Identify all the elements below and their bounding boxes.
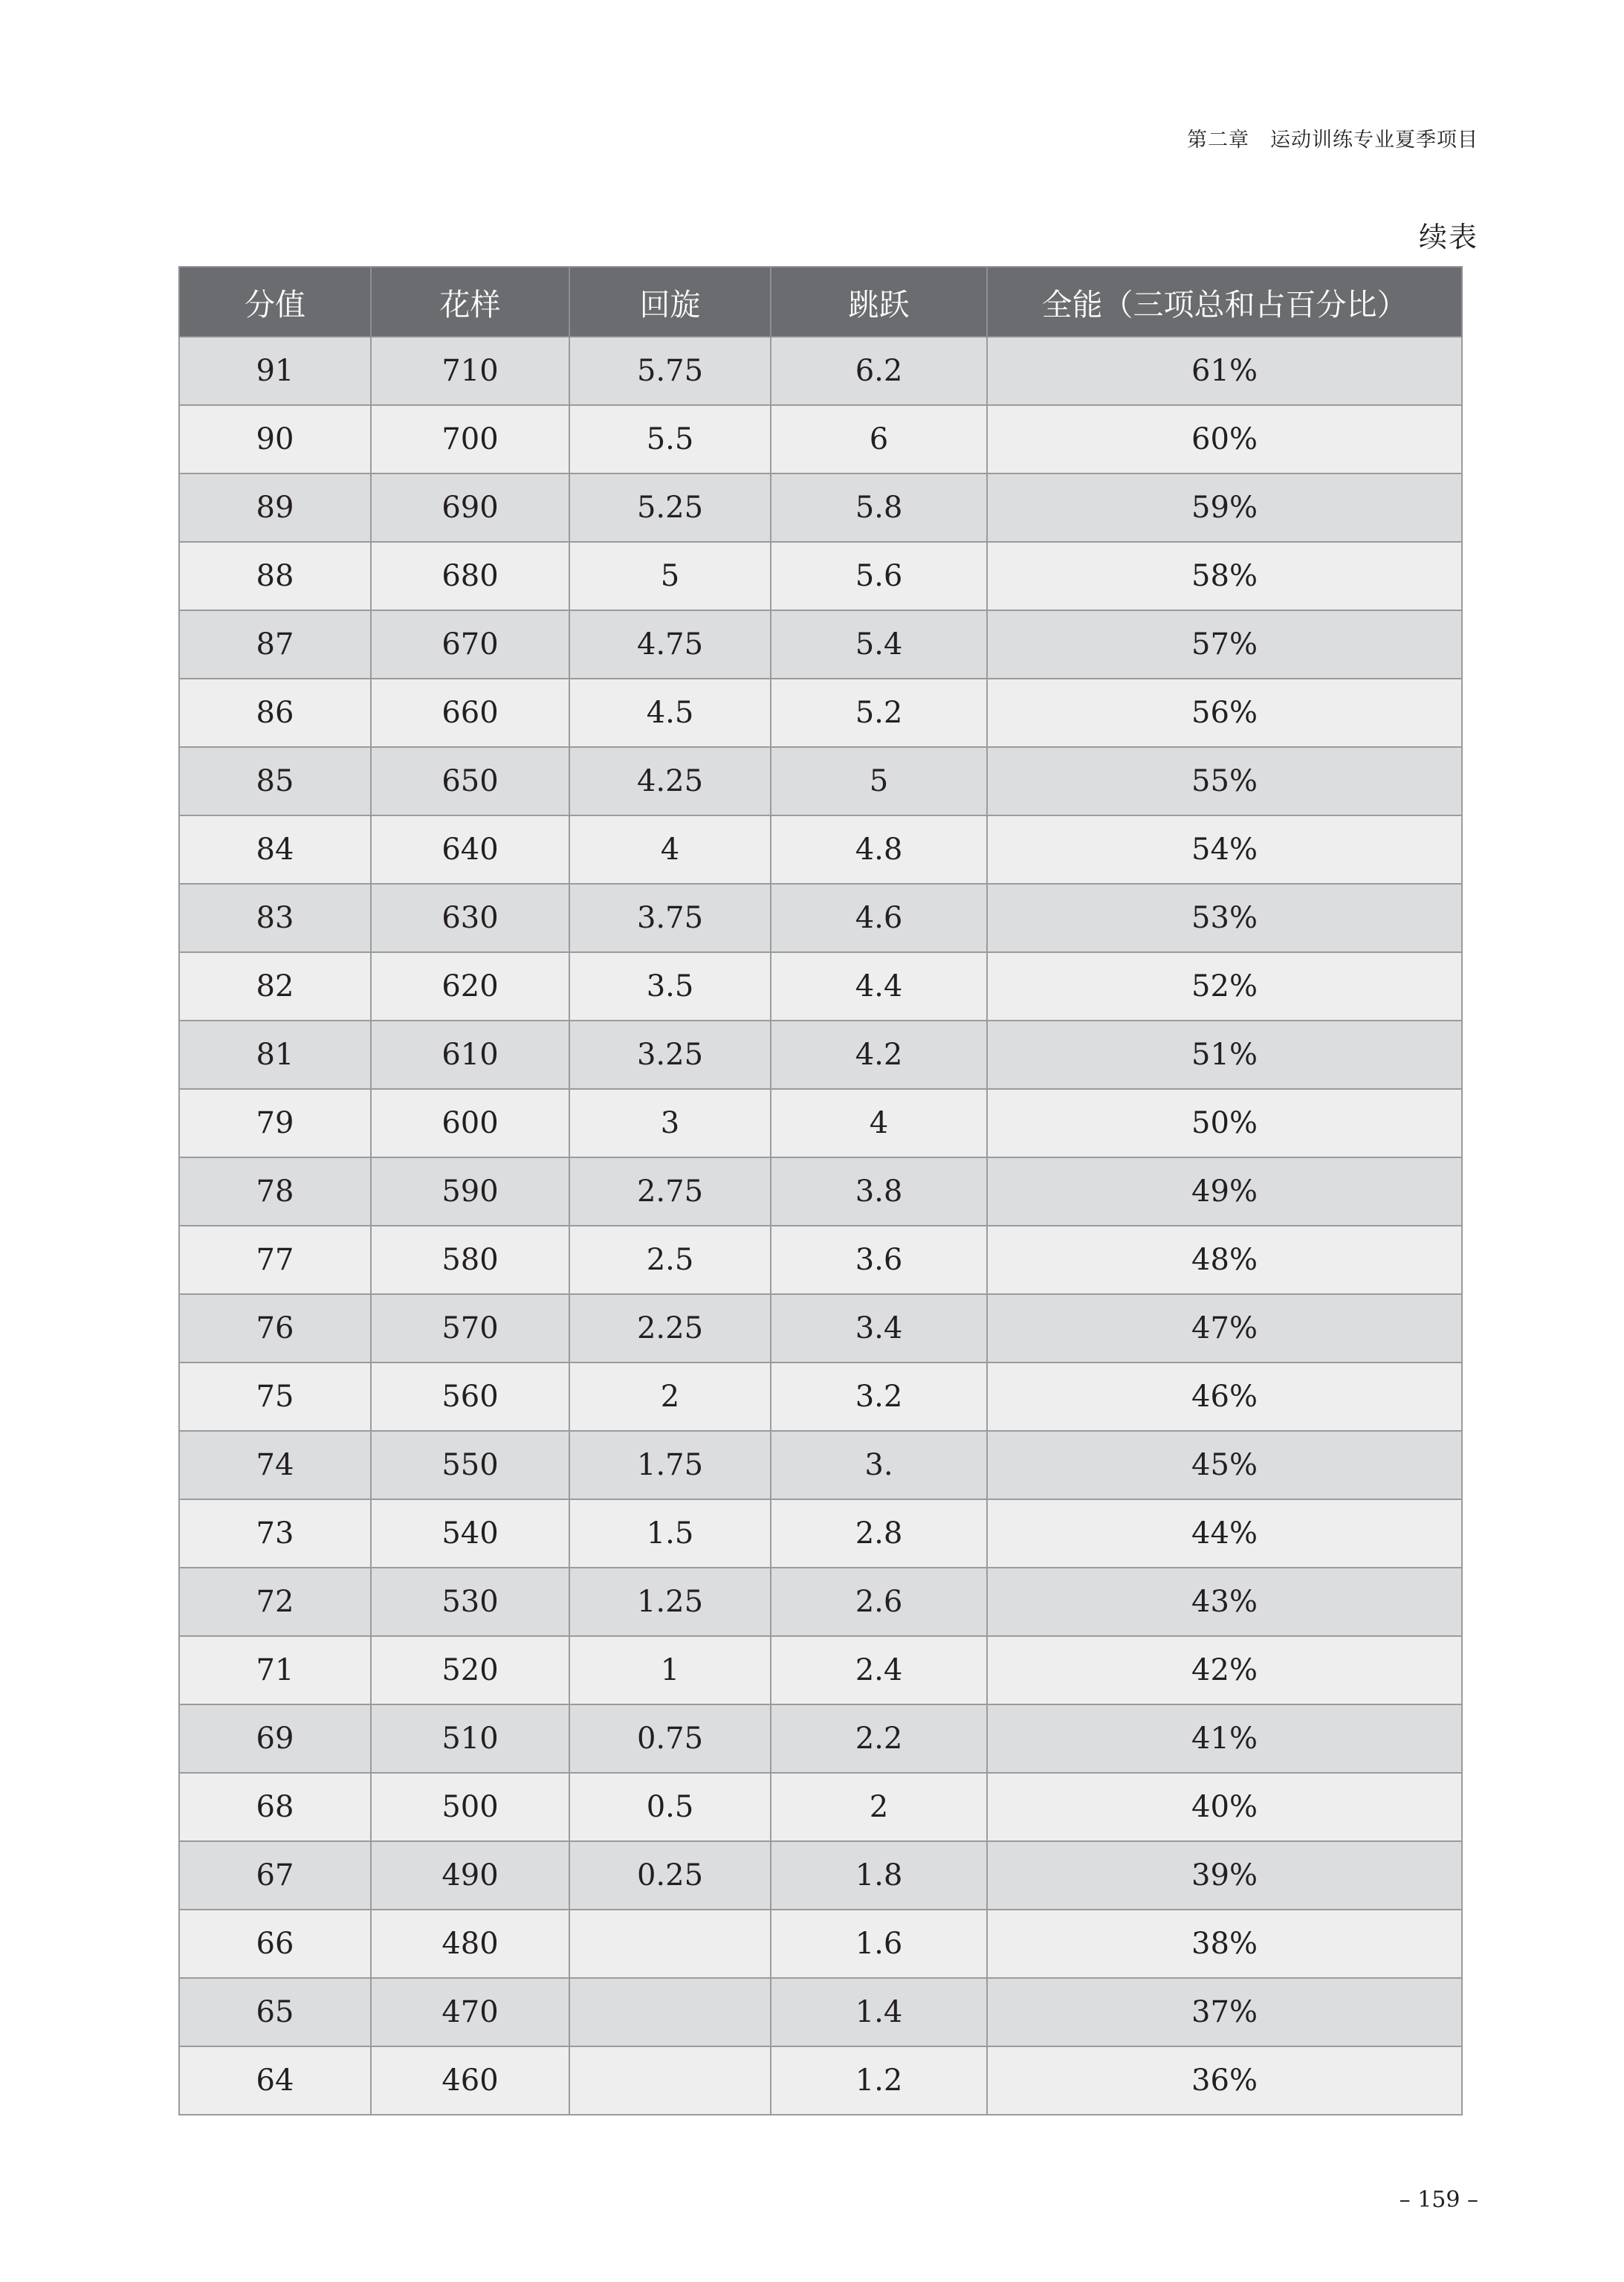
cell-rotation: 1.5 [569,1499,771,1568]
cell-jump: 2.2 [771,1704,987,1773]
cell-rotation: 3 [569,1089,771,1157]
table-row [179,1157,1462,1226]
cell-jump: 3. [771,1431,987,1499]
cell-jump: 6.2 [771,337,987,405]
cell-jump: 6 [771,405,987,473]
cell-pattern: 500 [371,1773,569,1841]
cell-rotation: 2 [569,1363,771,1431]
table-row [179,1294,1462,1363]
cell-score: 89 [179,473,371,542]
cell-jump: 1.2 [771,2046,987,2115]
cell-rotation: 2.5 [569,1226,771,1294]
cell-score: 64 [179,2046,371,2115]
cell-allround: 55% [987,747,1462,815]
cell-score: 65 [179,1978,371,2046]
table-body [179,337,1462,2115]
cell-score: 81 [179,1021,371,1089]
cell-allround: 51% [987,1021,1462,1089]
cell-score: 85 [179,747,371,815]
cell-pattern: 480 [371,1910,569,1978]
cell-jump: 2.6 [771,1568,987,1636]
cell-jump: 4 [771,1089,987,1157]
cell-score: 74 [179,1431,371,1499]
table-row [179,1021,1462,1089]
cell-allround: 53% [987,884,1462,952]
cell-rotation: 0.75 [569,1704,771,1773]
cell-score: 90 [179,405,371,473]
cell-rotation: 1 [569,1636,771,1704]
cell-allround: 45% [987,1431,1462,1499]
cell-score: 66 [179,1910,371,1978]
page-number: – 159 – [1399,2187,1478,2213]
table-row [179,542,1462,610]
table-row [179,610,1462,679]
table-row [179,1089,1462,1157]
cell-allround: 42% [987,1636,1462,1704]
cell-allround: 37% [987,1978,1462,2046]
table-row [179,1773,1462,1841]
cell-score: 77 [179,1226,371,1294]
cell-rotation: 2.75 [569,1157,771,1226]
cell-pattern: 660 [371,679,569,747]
cell-allround: 47% [987,1294,1462,1363]
cell-score: 73 [179,1499,371,1568]
cell-jump: 5.8 [771,473,987,542]
cell-pattern: 700 [371,405,569,473]
cell-allround: 44% [987,1499,1462,1568]
cell-rotation: 0.5 [569,1773,771,1841]
cell-jump: 2.4 [771,1636,987,1704]
table-row [179,2046,1462,2115]
cell-score: 88 [179,542,371,610]
cell-score: 78 [179,1157,371,1226]
cell-jump: 4.6 [771,884,987,952]
cell-pattern: 600 [371,1089,569,1157]
cell-rotation: 4.25 [569,747,771,815]
cell-pattern: 470 [371,1978,569,2046]
cell-rotation: 5.5 [569,405,771,473]
cell-allround: 46% [987,1363,1462,1431]
cell-pattern: 530 [371,1568,569,1636]
table-row [179,1226,1462,1294]
table-row [179,1978,1462,2046]
table-row [179,1568,1462,1636]
table-row [179,952,1462,1021]
running-header: 第二章 运动训练专业夏季项目 [1187,129,1478,152]
table-caption: 续表 [1418,221,1478,253]
cell-score: 82 [179,952,371,1021]
table-row [179,1704,1462,1773]
cell-jump: 2.8 [771,1499,987,1568]
cell-allround: 49% [987,1157,1462,1226]
cell-score: 72 [179,1568,371,1636]
cell-jump: 1.4 [771,1978,987,2046]
cell-jump: 4.2 [771,1021,987,1089]
table-row [179,884,1462,952]
cell-score: 67 [179,1841,371,1910]
column-header-score: 分值 [179,267,371,337]
cell-pattern: 620 [371,952,569,1021]
cell-pattern: 630 [371,884,569,952]
cell-rotation: 3.25 [569,1021,771,1089]
score-table [178,266,1463,2115]
cell-jump: 4.8 [771,815,987,884]
cell-jump: 3.4 [771,1294,987,1363]
cell-jump: 4.4 [771,952,987,1021]
cell-score: 75 [179,1363,371,1431]
cell-jump: 5.4 [771,610,987,679]
cell-pattern: 460 [371,2046,569,2115]
cell-score: 84 [179,815,371,884]
cell-allround: 60% [987,405,1462,473]
cell-pattern: 670 [371,610,569,679]
cell-allround: 52% [987,952,1462,1021]
cell-rotation: 4.5 [569,679,771,747]
column-header-rotation: 回旋 [569,267,771,337]
table-row [179,337,1462,405]
table-row [179,815,1462,884]
cell-allround: 58% [987,542,1462,610]
column-header-allround: 全能（三项总和占百分比） [987,267,1462,337]
cell-rotation: 3.75 [569,884,771,952]
cell-pattern: 540 [371,1499,569,1568]
cell-score: 86 [179,679,371,747]
table-header-row [179,267,1462,337]
cell-jump: 2 [771,1773,987,1841]
cell-pattern: 590 [371,1157,569,1226]
cell-allround: 57% [987,610,1462,679]
cell-jump: 5.2 [771,679,987,747]
column-header-pattern: 花样 [371,267,569,337]
cell-jump: 3.8 [771,1157,987,1226]
cell-jump: 3.6 [771,1226,987,1294]
cell-allround: 38% [987,1910,1462,1978]
cell-jump: 1.8 [771,1841,987,1910]
cell-pattern: 610 [371,1021,569,1089]
table-row [179,1910,1462,1978]
table-row [179,747,1462,815]
cell-score: 83 [179,884,371,952]
cell-score: 79 [179,1089,371,1157]
cell-rotation [569,1910,771,1978]
cell-allround: 54% [987,815,1462,884]
cell-allround: 50% [987,1089,1462,1157]
cell-rotation: 4 [569,815,771,884]
cell-jump: 1.6 [771,1910,987,1978]
cell-pattern: 510 [371,1704,569,1773]
table-row [179,1431,1462,1499]
table-row [179,405,1462,473]
cell-pattern: 640 [371,815,569,884]
table-row [179,1636,1462,1704]
cell-rotation: 4.75 [569,610,771,679]
table-row [179,473,1462,542]
cell-pattern: 710 [371,337,569,405]
cell-score: 87 [179,610,371,679]
column-header-jump: 跳跃 [771,267,987,337]
cell-score: 76 [179,1294,371,1363]
cell-pattern: 570 [371,1294,569,1363]
cell-allround: 39% [987,1841,1462,1910]
cell-rotation: 1.25 [569,1568,771,1636]
table-row [179,1363,1462,1431]
cell-pattern: 520 [371,1636,569,1704]
cell-rotation [569,2046,771,2115]
cell-rotation: 3.5 [569,952,771,1021]
cell-rotation: 5.25 [569,473,771,542]
cell-jump: 5.6 [771,542,987,610]
cell-allround: 56% [987,679,1462,747]
cell-allround: 48% [987,1226,1462,1294]
cell-score: 71 [179,1636,371,1704]
cell-rotation: 2.25 [569,1294,771,1363]
table-row [179,1841,1462,1910]
cell-allround: 41% [987,1704,1462,1773]
cell-rotation: 5 [569,542,771,610]
cell-pattern: 550 [371,1431,569,1499]
cell-score: 69 [179,1704,371,1773]
cell-rotation: 5.75 [569,337,771,405]
cell-score: 68 [179,1773,371,1841]
cell-score: 91 [179,337,371,405]
cell-rotation [569,1978,771,2046]
cell-rotation: 0.25 [569,1841,771,1910]
cell-allround: 59% [987,473,1462,542]
cell-jump: 3.2 [771,1363,987,1431]
cell-pattern: 650 [371,747,569,815]
cell-allround: 61% [987,337,1462,405]
table-row [179,1499,1462,1568]
cell-pattern: 690 [371,473,569,542]
cell-pattern: 560 [371,1363,569,1431]
table-row [179,679,1462,747]
cell-rotation: 1.75 [569,1431,771,1499]
cell-pattern: 580 [371,1226,569,1294]
cell-jump: 5 [771,747,987,815]
cell-allround: 36% [987,2046,1462,2115]
cell-allround: 40% [987,1773,1462,1841]
cell-pattern: 680 [371,542,569,610]
cell-allround: 43% [987,1568,1462,1636]
cell-pattern: 490 [371,1841,569,1910]
